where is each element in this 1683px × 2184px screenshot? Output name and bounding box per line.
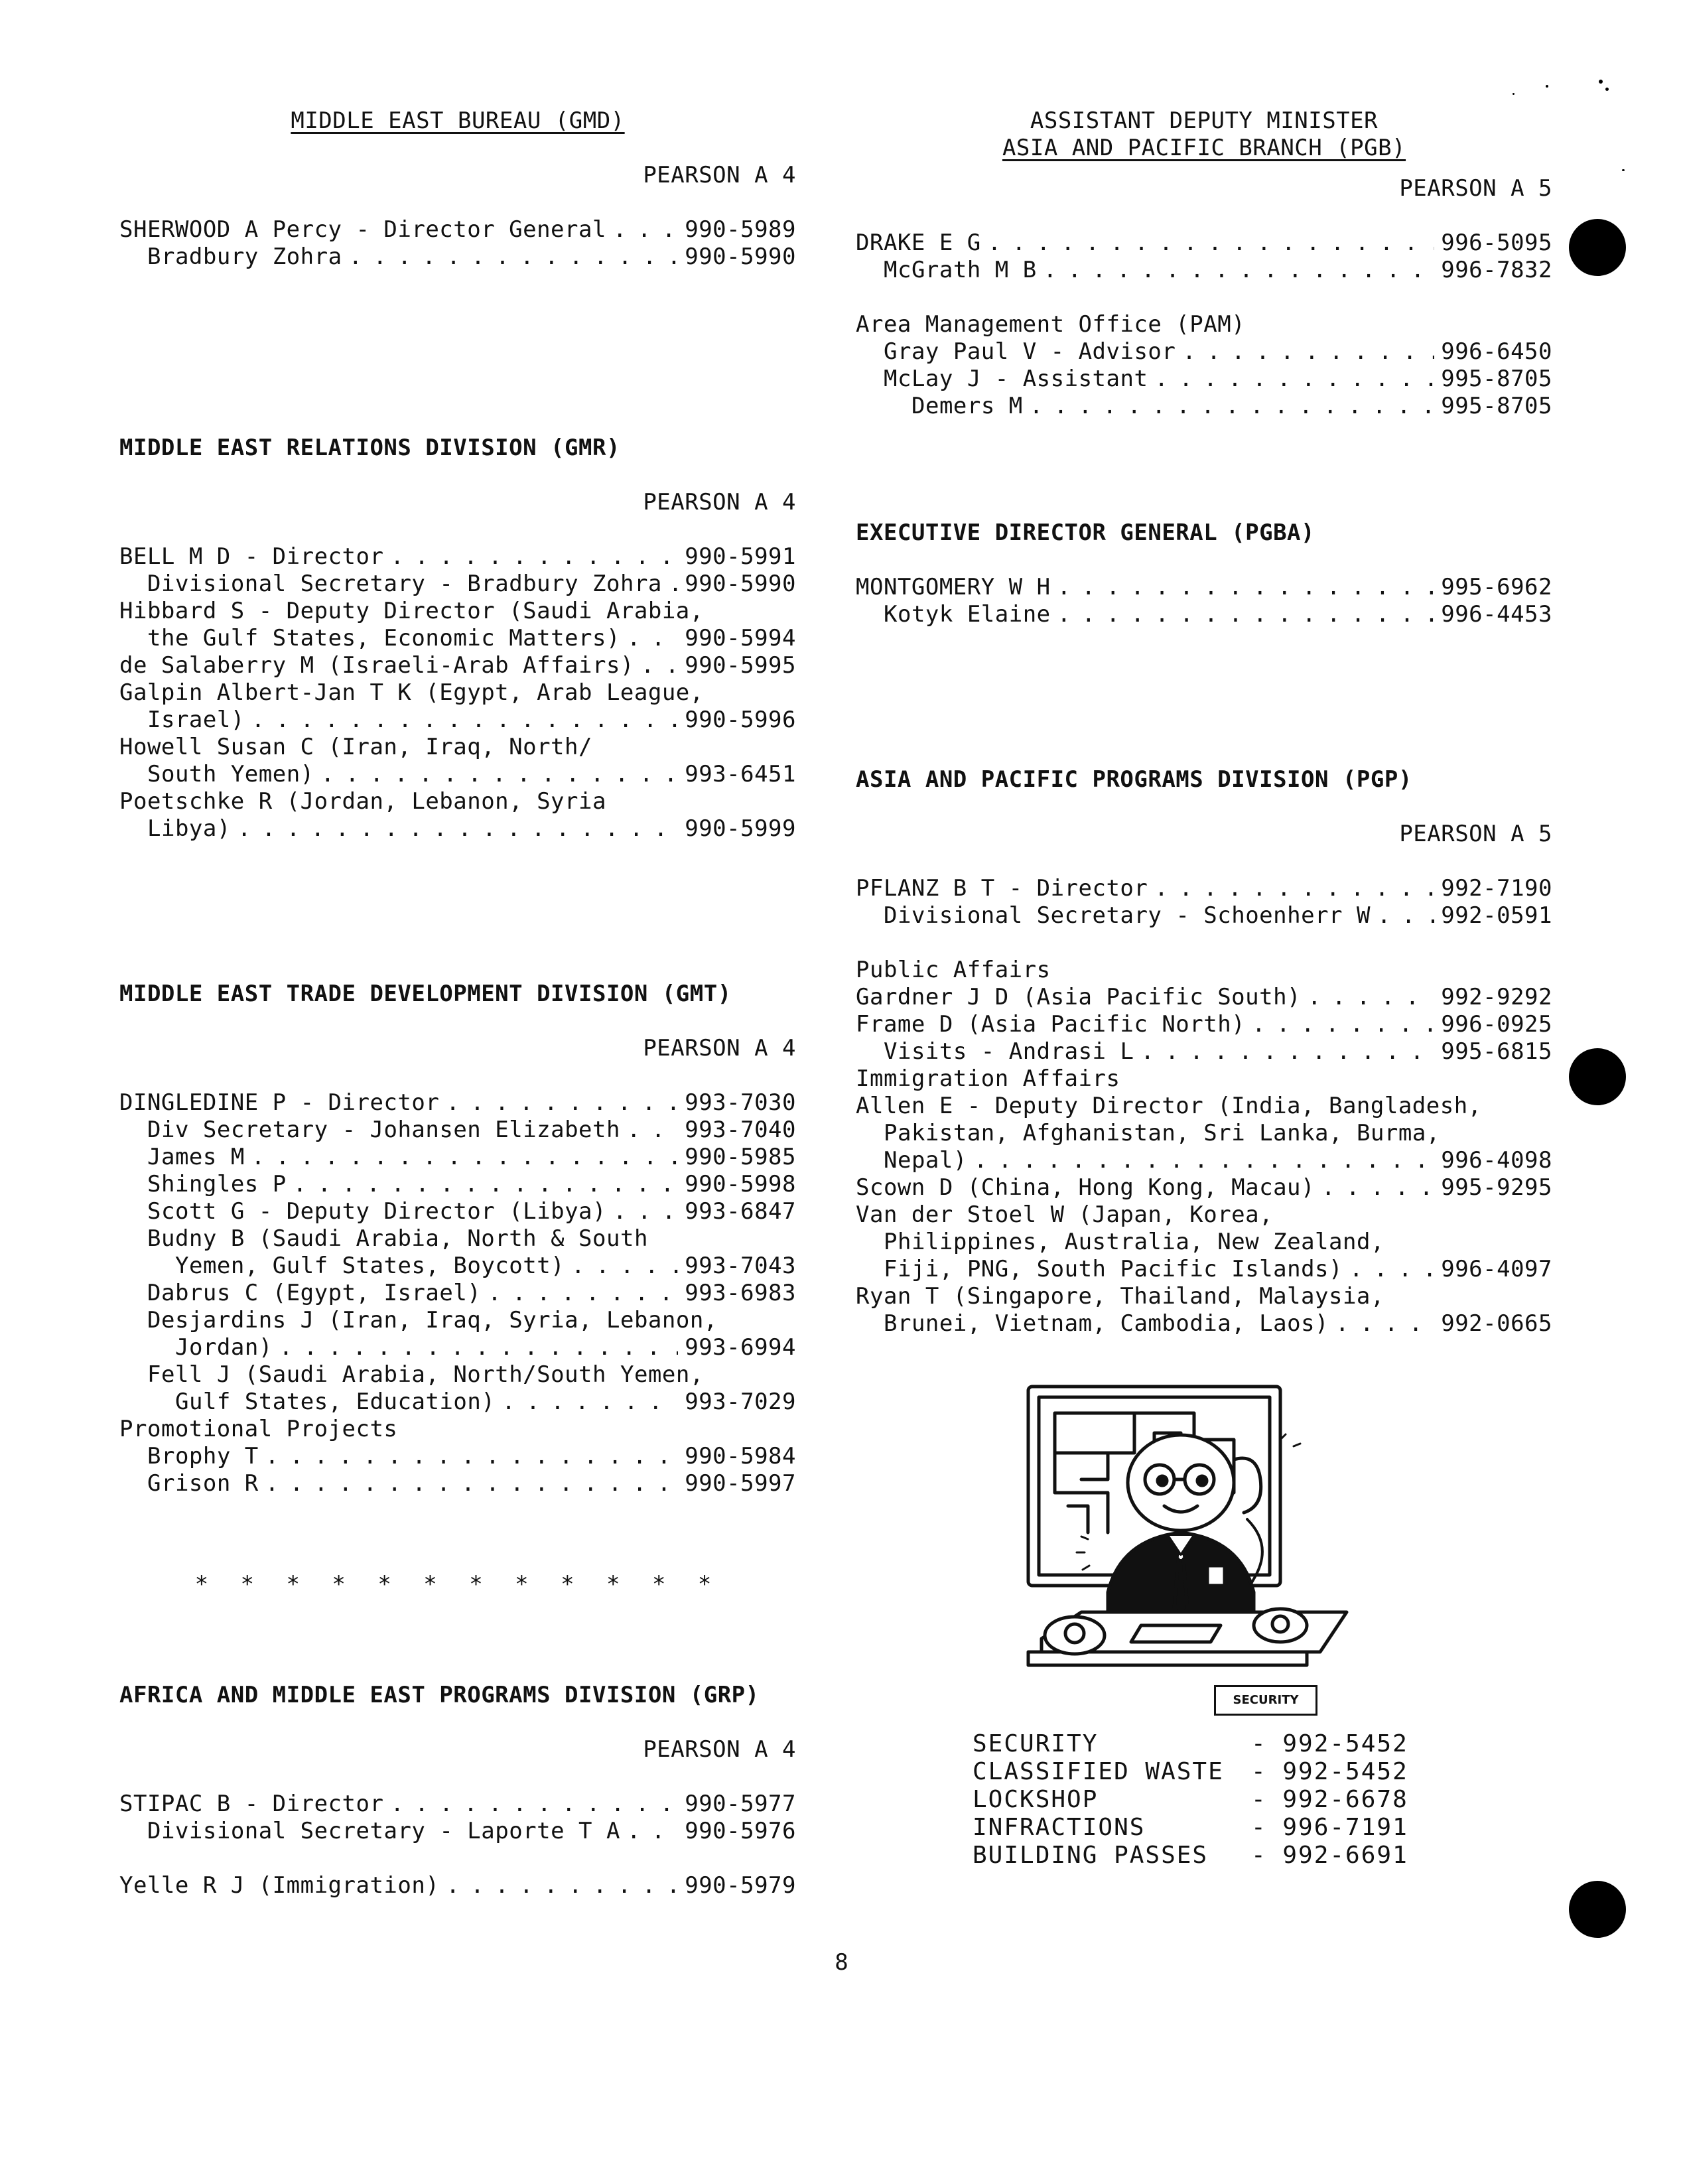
dot-leader <box>571 1253 678 1280</box>
directory-entry <box>119 1089 796 1117</box>
dot-leader <box>502 1389 678 1416</box>
entry-phone: 993-6983 <box>685 1280 796 1306</box>
dot-leader <box>251 1144 678 1171</box>
entry-list <box>856 230 1552 284</box>
directory-entry <box>119 1872 796 1899</box>
dot-leader <box>613 1198 678 1225</box>
entry-name: Visits - Andrasi L <box>884 1038 1134 1065</box>
directory-entry <box>119 1470 796 1497</box>
directory-entry <box>119 1253 796 1280</box>
security-contact-phone: - 992-5452 <box>1251 1758 1408 1785</box>
entry-name: Nepal) <box>884 1147 967 1174</box>
directory-entry <box>856 1256 1552 1283</box>
entry-name: Scown D (China, Hong Kong, Macau) <box>856 1174 1315 1201</box>
hole-punch <box>1569 219 1626 276</box>
directory-entry <box>119 1171 796 1198</box>
entry-phone: 995-8705 <box>1441 393 1552 419</box>
entry-list <box>856 875 1552 929</box>
directory-entry <box>119 1334 796 1361</box>
entry-phone: 990-5998 <box>685 1171 796 1197</box>
entry-name: Van der Stoel W (Japan, Korea, <box>856 1201 1274 1228</box>
entry-name: Desjardins J (Iran, Iraq, Syria, Lebanon, <box>147 1307 718 1333</box>
directory-entry <box>856 1174 1552 1201</box>
entry-name: McGrath M B <box>884 257 1037 283</box>
directory-entry <box>119 1443 796 1470</box>
section-heading: EXECUTIVE DIRECTOR GENERAL (PGBA) <box>856 519 1315 546</box>
security-illustration <box>1015 1373 1386 1705</box>
entry-phone: 993-6847 <box>685 1198 796 1225</box>
dot-leader <box>265 1470 678 1497</box>
directory-entry <box>856 338 1552 366</box>
dot-leader <box>1057 574 1435 601</box>
separator: * * * * * * * * * * * * <box>194 1571 721 1598</box>
directory-entry <box>119 1361 796 1389</box>
dot-leader <box>1057 601 1435 628</box>
entry-name: DINGLEDINE P - Director <box>119 1089 440 1116</box>
section-heading: MIDDLE EAST TRADE DEVELOPMENT DIVISION (GMT) <box>119 981 732 1007</box>
entry-phone: 993-7040 <box>685 1117 796 1143</box>
entry-name: de Salaberry M (Israeli-Arab Affairs) <box>119 652 634 679</box>
dot-leader <box>390 543 678 571</box>
directory-entry <box>856 957 1552 984</box>
directory-entry <box>856 601 1552 628</box>
location-label: PEARSON A 4 <box>643 1035 796 1061</box>
entry-name: Yelle R J (Immigration) <box>119 1872 440 1899</box>
entry-name: Pakistan, Afghanistan, Sri Lanka, Burma, <box>884 1120 1440 1146</box>
dot-leader <box>321 761 679 788</box>
security-contact-row <box>973 1814 1437 1842</box>
entry-name: Public Affairs <box>856 957 1051 983</box>
directory-entry <box>856 1201 1552 1229</box>
directory-entry <box>856 393 1552 420</box>
dot-leader <box>349 243 679 271</box>
directory-entry <box>119 761 796 788</box>
entry-phone: 992-0591 <box>1441 902 1552 929</box>
entry-name: Scott G - Deputy Director (Libya) <box>147 1198 607 1225</box>
security-contact-phone: - 992-5452 <box>1251 1730 1408 1757</box>
entry-name: Divisional Secretary - Schoenherr W <box>884 902 1371 929</box>
entry-phone: 996-4097 <box>1441 1256 1552 1282</box>
entry-list <box>119 1872 796 1899</box>
speck <box>1513 93 1515 95</box>
entry-list <box>119 1089 796 1497</box>
dot-leader <box>641 652 678 679</box>
entry-phone: 990-5990 <box>685 571 796 597</box>
entry-name: MONTGOMERY W H <box>856 574 1051 600</box>
dot-leader <box>488 1280 678 1307</box>
directory-entry <box>856 574 1552 601</box>
location-label: PEARSON A 4 <box>643 162 796 188</box>
entry-phone: 996-5095 <box>1441 230 1552 256</box>
man-on-phone-illustration <box>1015 1373 1386 1705</box>
directory-entry <box>856 1093 1552 1120</box>
entry-phone: 990-5977 <box>685 1791 796 1817</box>
entry-list <box>856 338 1552 420</box>
location-label: PEARSON A 5 <box>1399 175 1552 202</box>
entry-phone: 993-7029 <box>685 1389 796 1415</box>
dot-leader <box>1377 902 1434 929</box>
entry-name: Allen E - Deputy Director (India, Bangladesh, <box>856 1093 1482 1119</box>
entry-name: Gulf States, Education) <box>175 1389 496 1415</box>
directory-entry <box>119 1307 796 1334</box>
directory-entry <box>856 1038 1552 1065</box>
dot-leader <box>627 1117 678 1144</box>
security-contact-label: CLASSIFIED WASTE <box>973 1758 1224 1785</box>
entry-phone: 995-9295 <box>1441 1174 1552 1201</box>
section-heading-line2: ASIA AND PACIFIC BRANCH (PGB) <box>1002 135 1406 161</box>
location-label: PEARSON A 4 <box>643 1736 796 1763</box>
entry-name: Hibbard S - Deputy Director (Saudi Arabia, <box>119 598 704 624</box>
directory-entry <box>119 571 796 598</box>
directory-entry <box>119 1225 796 1253</box>
dot-leader <box>251 707 678 734</box>
entry-name: Shingles P <box>147 1171 287 1197</box>
entry-phone: 990-5990 <box>685 243 796 270</box>
directory-entry <box>856 257 1552 284</box>
entry-name: Fiji, PNG, South Pacific Islands) <box>884 1256 1343 1282</box>
entry-name: Frame D (Asia Pacific North) <box>856 1011 1246 1038</box>
entry-name: Ryan T (Singapore, Thailand, Malaysia, <box>856 1283 1384 1310</box>
dot-leader <box>1030 393 1434 420</box>
entry-phone: 995-6815 <box>1441 1038 1552 1065</box>
dot-leader <box>390 1791 678 1818</box>
entry-name: PFLANZ B T - Director <box>856 875 1148 902</box>
directory-entry <box>119 1117 796 1144</box>
entry-name: Bradbury Zohra <box>147 243 342 270</box>
entry-name: Dabrus C (Egypt, Israel) <box>147 1280 482 1306</box>
security-contact-label: INFRACTIONS <box>973 1814 1146 1841</box>
directory-entry <box>119 707 796 734</box>
entry-list <box>856 574 1552 628</box>
entry-phone: 990-5979 <box>685 1872 796 1899</box>
entry-phone: 996-4453 <box>1441 601 1552 628</box>
dot-leader <box>1043 257 1435 284</box>
entry-name: Gardner J D (Asia Pacific South) <box>856 984 1302 1010</box>
security-contact-row <box>973 1842 1437 1870</box>
entry-name: Brunei, Vietnam, Cambodia, Laos) <box>884 1310 1329 1337</box>
section-heading: ASIA AND PACIFIC PROGRAMS DIVISION (PGP) <box>856 766 1412 793</box>
section-heading-line1: ASSISTANT DEPUTY MINISTER <box>1030 107 1379 134</box>
entry-name: Yemen, Gulf States, Boycott) <box>175 1253 565 1279</box>
dot-leader <box>1154 366 1434 393</box>
security-contacts <box>973 1730 1437 1870</box>
speck <box>1546 85 1548 88</box>
pam-heading: Area Management Office (PAM) <box>856 311 1246 338</box>
directory-entry <box>119 815 796 843</box>
entry-phone: 990-5984 <box>685 1443 796 1469</box>
dot-leader <box>669 571 678 598</box>
location-label: PEARSON A 5 <box>1399 821 1552 847</box>
entry-name: Immigration Affairs <box>856 1065 1120 1092</box>
directory-entry <box>119 1818 796 1845</box>
directory-entry <box>856 1310 1552 1337</box>
entry-phone: 990-5976 <box>685 1818 796 1844</box>
entry-name: Libya) <box>147 815 231 842</box>
directory-entry <box>119 734 796 761</box>
directory-entry <box>119 788 796 815</box>
entry-name: Poetschke R (Jordan, Lebanon, Syria <box>119 788 606 815</box>
directory-entry <box>856 1229 1552 1256</box>
directory-entry <box>119 1791 796 1818</box>
directory-entry <box>856 1011 1552 1038</box>
entry-name: STIPAC B - Director <box>119 1791 384 1817</box>
entry-name: the Gulf States, Economic Matters) <box>147 625 620 651</box>
dot-leader <box>446 1872 678 1899</box>
gmt-section <box>119 981 796 1497</box>
entry-name: McLay J - Assistant <box>884 366 1148 392</box>
entry-name: Philippines, Australia, New Zealand, <box>884 1229 1384 1255</box>
directory-entry <box>119 543 796 571</box>
speck <box>1599 80 1603 84</box>
entry-name: Galpin Albert-Jan T K (Egypt, Arab League, <box>119 679 704 706</box>
entry-phone: 995-6962 <box>1441 574 1552 600</box>
entry-phone: 990-5995 <box>685 652 796 679</box>
entry-phone: 996-7832 <box>1441 257 1552 283</box>
security-contact-row <box>973 1730 1437 1758</box>
section-heading: MIDDLE EAST RELATIONS DIVISION (GMR) <box>119 435 620 461</box>
hole-punch <box>1569 1048 1626 1105</box>
pgp-section <box>856 766 1552 1337</box>
directory-entry <box>856 1147 1552 1174</box>
directory-entry <box>119 1280 796 1307</box>
dot-leader <box>1349 1256 1434 1283</box>
security-contact-phone: - 996-7191 <box>1251 1814 1408 1841</box>
entry-name: SHERWOOD A Percy - Director General <box>119 216 606 243</box>
entry-phone: 996-4098 <box>1441 1147 1552 1174</box>
entry-name: Kotyk Elaine <box>884 601 1051 628</box>
entry-name: South Yemen) <box>147 761 314 787</box>
dot-leader <box>627 1818 678 1845</box>
entry-phone: 990-5989 <box>685 216 796 243</box>
directory-entry <box>856 984 1552 1011</box>
entry-name: James M <box>147 1144 245 1170</box>
entry-phone: 992-7190 <box>1441 875 1552 902</box>
directory-entry <box>119 1144 796 1171</box>
directory-entry <box>119 1416 796 1443</box>
speck <box>1605 88 1609 91</box>
speck <box>1622 169 1625 171</box>
directory-entry <box>119 216 796 243</box>
security-contact-label: BUILDING PASSES <box>973 1842 1209 1869</box>
directory-entry <box>119 1389 796 1416</box>
entry-phone: 996-0925 <box>1441 1011 1552 1038</box>
section-heading: AFRICA AND MIDDLE EAST PROGRAMS DIVISION (GRP) <box>119 1682 760 1708</box>
entry-name: Grison R <box>147 1470 259 1497</box>
entry-phone: 990-5985 <box>685 1144 796 1170</box>
entry-name: Div Secretary - Johansen Elizabeth <box>147 1117 620 1143</box>
gmr-section <box>119 435 796 843</box>
directory-entry <box>856 1065 1552 1093</box>
entry-name: Gray Paul V - Advisor <box>884 338 1176 365</box>
dot-leader <box>279 1334 678 1361</box>
entry-name: Promotional Projects <box>119 1416 398 1442</box>
dot-leader <box>1182 338 1434 366</box>
directory-entry <box>119 679 796 707</box>
hole-punch <box>1569 1881 1626 1938</box>
entry-name: Jordan) <box>175 1334 273 1361</box>
entry-phone: 990-5996 <box>685 707 796 733</box>
entry-list <box>119 1791 796 1845</box>
dot-leader <box>293 1171 679 1198</box>
directory-entry <box>856 366 1552 393</box>
entry-name: Budny B (Saudi Arabia, North & South <box>147 1225 648 1252</box>
directory-entry <box>856 1120 1552 1147</box>
directory-entry <box>856 875 1552 902</box>
entry-phone: 996-6450 <box>1441 338 1552 365</box>
grp-section <box>119 1682 796 1899</box>
gmd-section <box>119 107 796 271</box>
entry-phone: 990-5991 <box>685 543 796 570</box>
page-number: 8 <box>835 1949 848 1976</box>
dot-leader <box>1321 1174 1434 1201</box>
dot-leader <box>974 1147 1434 1174</box>
entry-name: DRAKE E G <box>856 230 981 256</box>
entry-phone: 992-9292 <box>1441 984 1552 1010</box>
entry-name: Brophy T <box>147 1443 259 1469</box>
dot-leader <box>1308 984 1434 1011</box>
pgba-section <box>856 519 1552 628</box>
entry-list <box>119 543 796 843</box>
entry-list <box>119 216 796 271</box>
entry-phone: 995-8705 <box>1441 366 1552 392</box>
entry-name: Demers M <box>911 393 1023 419</box>
security-contact-phone: - 992-6691 <box>1251 1842 1408 1869</box>
entry-name: Divisional Secretary - Bradbury Zohra <box>147 571 662 597</box>
directory-entry <box>856 902 1552 929</box>
dot-leader <box>1154 875 1434 902</box>
directory-entry <box>856 1283 1552 1310</box>
security-contact-label: SECURITY <box>973 1730 1099 1757</box>
entry-name: Fell J (Saudi Arabia, North/South Yemen, <box>147 1361 704 1388</box>
dot-leader <box>988 230 1435 257</box>
security-contact-phone: - 992-6678 <box>1251 1786 1408 1813</box>
entry-list <box>856 957 1552 1337</box>
entry-name: Divisional Secretary - Laporte T A <box>147 1818 620 1844</box>
dot-leader <box>237 815 678 843</box>
entry-phone: 993-6451 <box>685 761 796 787</box>
security-contact-list <box>973 1730 1437 1870</box>
dot-leader <box>1140 1038 1434 1065</box>
directory-entry <box>856 230 1552 257</box>
entry-name: Howell Susan C (Iran, Iraq, North/ <box>119 734 592 760</box>
entry-phone: 992-0665 <box>1441 1310 1552 1337</box>
directory-entry <box>119 625 796 652</box>
directory-entry <box>119 1198 796 1225</box>
dot-leader <box>627 625 678 652</box>
entry-phone: 990-5994 <box>685 625 796 651</box>
security-contact-row <box>973 1758 1437 1786</box>
entry-name: Israel) <box>147 707 245 733</box>
pgb-section <box>856 107 1552 420</box>
dot-leader <box>446 1089 678 1117</box>
dot-leader <box>1252 1011 1434 1038</box>
entry-phone: 993-7030 <box>685 1089 796 1116</box>
dot-leader <box>613 216 678 243</box>
section-heading: MIDDLE EAST BUREAU (GMD) <box>291 107 625 134</box>
entry-name: BELL M D - Director <box>119 543 384 570</box>
location-label: PEARSON A 4 <box>643 489 796 515</box>
dot-leader <box>1335 1310 1434 1337</box>
entry-phone: 990-5999 <box>685 815 796 842</box>
entry-phone: 993-7043 <box>685 1253 796 1279</box>
security-contact-label: LOCKSHOP <box>973 1786 1099 1813</box>
entry-phone: 993-6994 <box>685 1334 796 1361</box>
entry-phone: 990-5997 <box>685 1470 796 1497</box>
security-sign: SECURITY <box>1214 1685 1317 1716</box>
security-contact-row <box>973 1786 1437 1814</box>
directory-entry <box>119 243 796 271</box>
directory-entry <box>119 598 796 625</box>
directory-entry <box>119 652 796 679</box>
dot-leader <box>265 1443 678 1470</box>
